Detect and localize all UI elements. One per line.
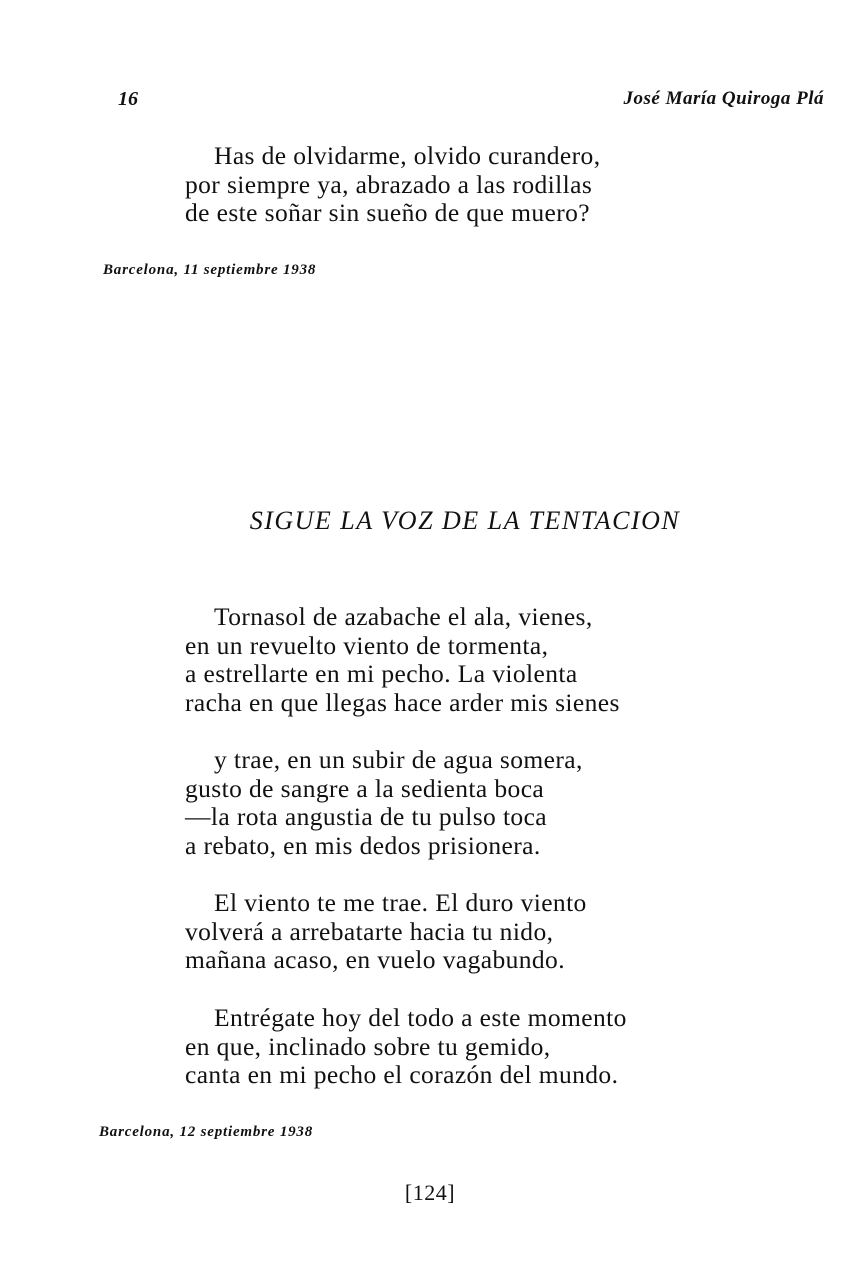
verse-line: racha en que llegas hace arder mis sienes [185,687,620,717]
verse-line: de este soñar sin sueño de que muero? [185,198,590,227]
running-head-author: José María Quiroga Plá [623,88,824,109]
verse-line: volverá a arrebatarte hacia tu nido, [185,916,554,946]
verse-line: El viento te me trae. El duro viento [214,888,587,917]
stanza-4 [185,1004,627,1090]
page-number: [124] [404,1180,456,1205]
page-header [0,88,860,118]
stanza-3 [185,889,587,975]
verse-line: Tornasol de azabache el ala, vienes, [214,602,593,631]
verse-line: a estrellarte en mi pecho. La violenta [185,659,578,688]
poem2-dateline: Barcelona, 12 septiembre 1938 [99,1124,314,1140]
poem1-dateline: Barcelona, 11 septiembre 1938 [103,262,317,278]
verse-line: gusto de sangre a la sedienta boca [185,773,545,803]
verse-line: en que, inclinado sobre tu gemido, [185,1031,551,1061]
verse-line: Entrégate hoy del todo a este momento [214,1003,627,1032]
poem-title: SIGUE LA VOZ DE LA TENTACION [249,506,681,535]
verse-line: Has de olvidarme, olvido curandero, [214,141,601,170]
verse-line: por siempre ya, abrazado a las rodillas [185,169,593,199]
verse-line: mañana acaso, en vuelo vagabundo. [185,945,565,974]
verse-line: a rebato, en mis dedos prisionera. [185,830,541,860]
verse-line: y trae, en un subir de agua somera, [214,745,583,774]
verse-line: en un revuelto viento de tormenta, [185,630,549,660]
folio-number: 16 [118,88,138,110]
poem1-ending-stanza [185,142,600,228]
stanza-2 [185,746,583,860]
stanza-1 [185,603,620,717]
verse-line: canta en mi pecho el corazón del mundo. [185,1060,619,1089]
verse-line: —la rota angustia de tu pulso toca [185,802,548,831]
